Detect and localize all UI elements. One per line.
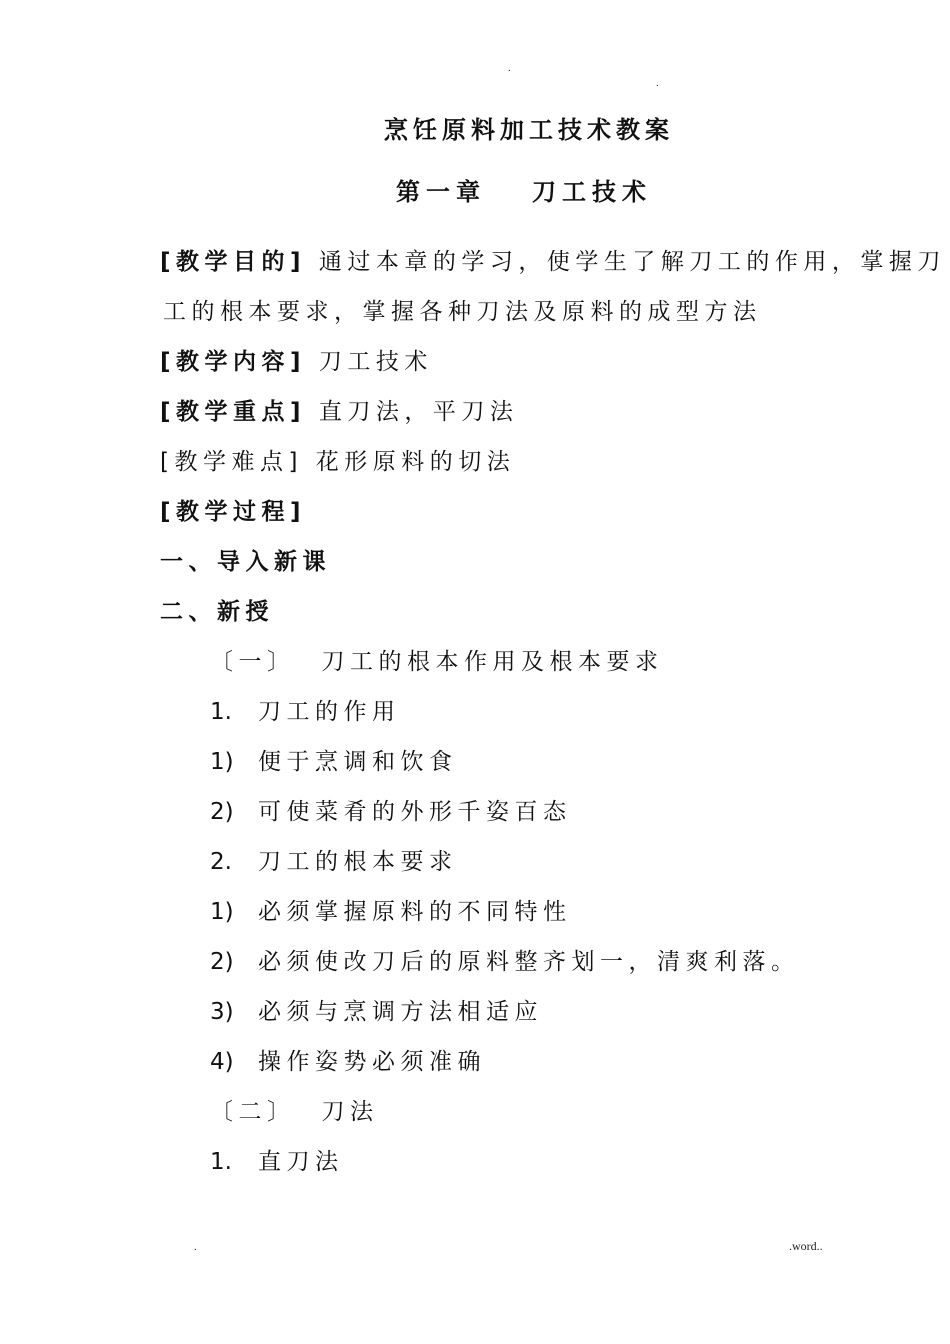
header-dot: . (656, 77, 659, 89)
list-item (210, 1046, 486, 1078)
subsection-number: 〔一〕 (210, 649, 296, 675)
footer-watermark: .word.. (789, 1239, 823, 1253)
list-item-number: 2. (210, 849, 232, 875)
key-points-label: [教学重点] (160, 399, 307, 425)
chapter-title: 刀工技术 (532, 178, 652, 206)
objective-paragraph (160, 246, 946, 278)
subsection-heading-1 (210, 646, 664, 678)
header-dot: . (508, 62, 511, 74)
list-item-number: 1. (210, 699, 232, 725)
list-item-text: 必须掌握原料的不同特性 (258, 899, 572, 925)
objective-label: [教学目的] (160, 249, 307, 275)
process-label: [教学过程] (160, 499, 307, 525)
list-item-text: 直刀法 (258, 1149, 344, 1175)
subsection-title: 刀工的根本作用及根本要求 (321, 649, 664, 675)
list-item-text: 可使菜肴的外形千姿百态 (258, 799, 572, 825)
list-item-number: 2) (210, 799, 234, 825)
content-label: [教学内容] (160, 349, 307, 375)
list-item-text: 必须使改刀后的原料整齐划一，清爽利落。 (258, 949, 800, 975)
list-item-text: 必须与烹调方法相适应 (258, 999, 543, 1025)
list-item (210, 846, 458, 878)
list-item (210, 796, 572, 828)
list-item-number: 3) (210, 999, 234, 1025)
key-points-text: 直刀法，平刀法 (318, 399, 519, 425)
list-item-number: 2) (210, 949, 234, 975)
subsection-title: 刀法 (321, 1099, 379, 1125)
list-item (210, 746, 458, 778)
list-item-number: 1) (210, 749, 234, 775)
objective-text-line-1: 通过本章的学习，使学生了解刀工的作用，掌握刀 (318, 249, 946, 275)
list-item (210, 896, 572, 928)
content-text: 刀工技术 (318, 349, 433, 375)
list-item (210, 696, 401, 728)
chapter-heading (396, 176, 652, 208)
list-item-number: 1. (210, 1149, 232, 1175)
list-item-text: 刀工的作用 (258, 699, 401, 725)
list-item-text: 便于烹调和饮食 (258, 749, 458, 775)
objective-text-line-2: 工的根本要求，掌握各种刀法及原料的成型方法 (163, 299, 762, 325)
difficulty-label: [教学难点] (160, 449, 303, 475)
list-item-text: 刀工的根本要求 (258, 849, 458, 875)
section-heading-intro: 一、导入新课 (160, 549, 331, 575)
list-item-text: 操作姿势必须准确 (258, 1049, 486, 1075)
difficulty-text: 花形原料的切法 (315, 449, 516, 475)
footer-dot: . (194, 1241, 197, 1253)
chapter-number: 第一章 (396, 178, 486, 206)
section-heading-new-lesson: 二、新授 (160, 599, 274, 625)
difficulty-paragraph (160, 446, 515, 478)
list-item (210, 996, 543, 1028)
subsection-number: 〔二〕 (210, 1099, 296, 1125)
list-item-number: 4) (210, 1049, 234, 1075)
document-title: 烹饪原料加工技术教案 (384, 116, 674, 144)
content-paragraph (160, 346, 433, 378)
list-item (210, 946, 800, 978)
list-item (210, 1146, 344, 1178)
key-points-paragraph (160, 396, 518, 428)
subsection-heading-2 (210, 1096, 379, 1128)
list-item-number: 1) (210, 899, 234, 925)
